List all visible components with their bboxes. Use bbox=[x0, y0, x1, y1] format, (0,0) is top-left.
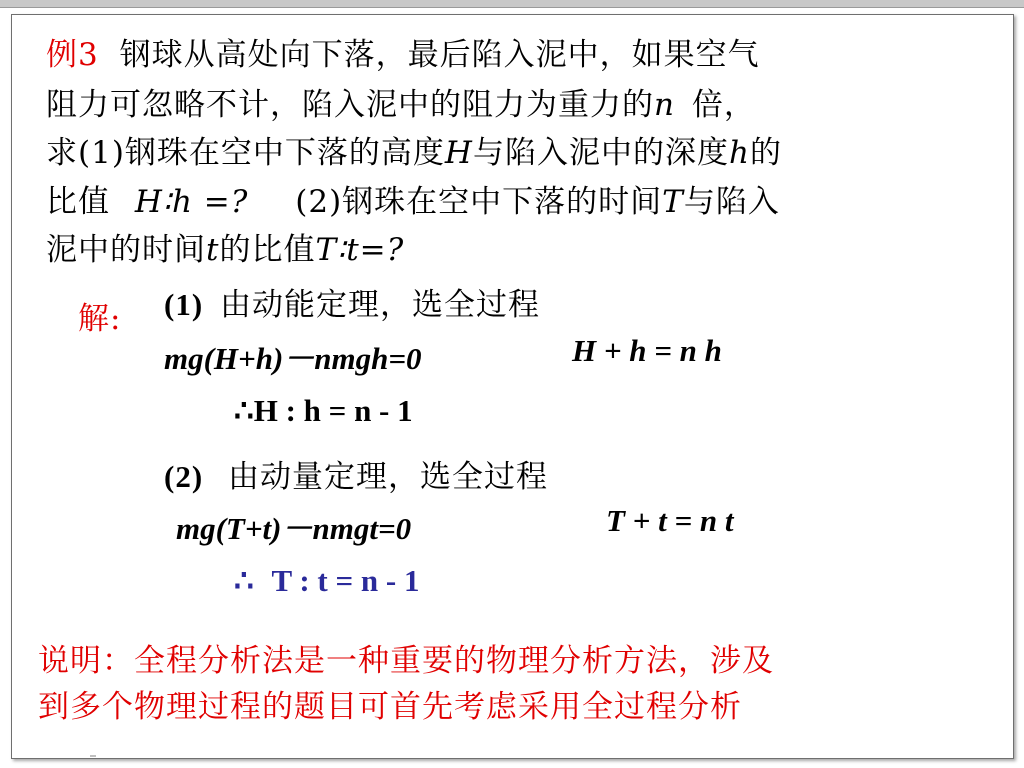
var-n: n bbox=[654, 87, 675, 123]
var-H: H bbox=[444, 135, 473, 171]
problem-text-5a: 泥中的时间 bbox=[46, 232, 206, 268]
problem-line-5 bbox=[46, 224, 404, 269]
equation-1-right: H + h = n h bbox=[572, 333, 722, 368]
problem-text-4a: 比值 bbox=[46, 184, 110, 220]
problem-line-3 bbox=[46, 127, 782, 172]
problem-text-2b: 倍， bbox=[691, 87, 756, 123]
var-h: h bbox=[728, 135, 750, 171]
part1-number: (1) bbox=[164, 287, 204, 322]
problem-line-4 bbox=[46, 176, 780, 221]
solution-part1-heading bbox=[164, 279, 540, 324]
note-line-1: 说明：全程分析法是一种重要的物理分析方法，涉及 bbox=[38, 643, 774, 679]
result-2-text: T : t = n - 1 bbox=[271, 563, 420, 598]
problem-text-4b: (2)钢珠在空中下落的时间 bbox=[295, 184, 663, 220]
result-1: ∴H : h = n - 1 bbox=[234, 393, 413, 428]
problem-text-3a: 求(1)钢珠在空中下落的高度 bbox=[46, 135, 445, 171]
solution-part2-heading bbox=[164, 451, 548, 496]
problem-text-5b: 的比值 bbox=[219, 232, 316, 268]
note-line-2: 到多个物理过程的题目可首先考虑采用全过程分析 bbox=[38, 689, 742, 725]
example-label: 例3 bbox=[46, 37, 99, 73]
result-2 bbox=[234, 563, 419, 599]
equation-1-left: mg(H+h)－nmgh=0 bbox=[164, 341, 422, 376]
part2-number: (2) bbox=[164, 459, 204, 494]
problem-line-2 bbox=[46, 79, 756, 124]
top-border bbox=[0, 0, 1024, 8]
therefore-symbol: ∴ bbox=[234, 563, 254, 598]
decorative-mark bbox=[90, 755, 96, 757]
equation-2-left: mg(T+t)－nmgt=0 bbox=[176, 511, 412, 546]
problem-text-3c: 的 bbox=[749, 135, 782, 171]
problem-text-3b: 与陷入泥中的深度 bbox=[472, 135, 729, 171]
part2-text: 由动量定理，选全过程 bbox=[228, 459, 549, 495]
slide bbox=[11, 14, 1014, 759]
equation-2-right: T + t = n t bbox=[606, 503, 734, 538]
problem-text-2a: 阻力可忽略不计，陷入泥中的阻力为重力的 bbox=[46, 87, 654, 123]
var-T: T bbox=[662, 184, 684, 220]
ratio-question-1: H∶h =? bbox=[134, 184, 249, 220]
problem-line-1 bbox=[46, 29, 760, 74]
var-t: t bbox=[206, 232, 220, 268]
problem-text-4c: 与陷入 bbox=[683, 184, 780, 220]
part1-text: 由动能定理，选全过程 bbox=[220, 287, 541, 323]
problem-text-1: 钢球从高处向下落，最后陷入泥中，如果空气 bbox=[119, 37, 760, 73]
ratio-question-2: T∶t=? bbox=[315, 232, 405, 268]
solution-label: 解: bbox=[78, 301, 122, 337]
